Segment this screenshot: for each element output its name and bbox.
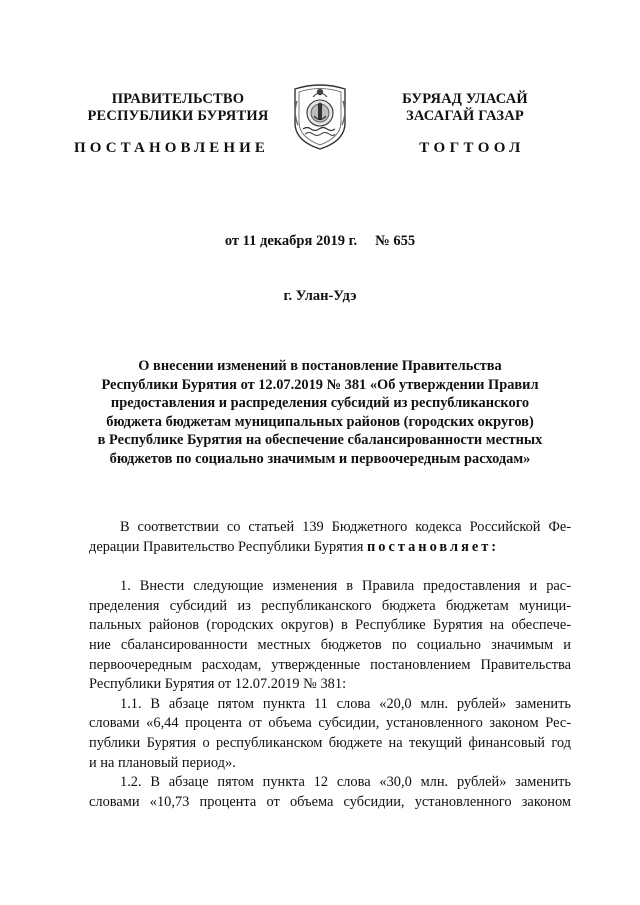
document-type-buryat: ТОГТООЛ — [419, 140, 525, 156]
body-line: 1.1. В абзаце пятом пункта 11 слова «20,0 млн. рублей» заменить — [120, 695, 571, 712]
document-city: г. Улан-Удэ — [283, 288, 357, 304]
item-1-paragraph — [89, 577, 571, 695]
issuer-line-1: ПРАВИТЕЛЬСТВО — [111, 91, 245, 107]
issuer-name-russian — [78, 91, 278, 125]
body-line: 1.2. В абзаце пятом пункта 12 слова «30,0 млн. рублей» заменить — [120, 774, 571, 791]
item-1-2-paragraph — [89, 773, 571, 812]
body-line: ние сбалансированности местных бюджетов по социально значимым и — [89, 636, 571, 653]
preamble-paragraph — [89, 518, 571, 557]
body-line: словами «10,73 процента от объема субсидии, установленного законом — [89, 793, 571, 810]
issuer-line-2: РЕСПУБЛИКИ БУРЯТИЯ — [87, 108, 269, 124]
title-line: О внесении изменений в постановление Правительства — [138, 358, 502, 374]
title-line: бюджета бюджетам муниципальных районов (городских округов) — [106, 413, 534, 430]
body-line: публики Бурятия о республиканском бюджете на текущий финансовый год — [89, 734, 571, 751]
body-line — [89, 538, 571, 558]
issuer-buryat-line-1: БУРЯАД УЛАСАЙ — [402, 91, 528, 107]
resolves-word: постановляет: — [366, 538, 500, 555]
document-type-russian: ПОСТАНОВЛЕНИЕ — [74, 140, 270, 156]
title-line: в Республике Бурятия на обеспечение сбалансированности местных — [97, 432, 543, 449]
issuer-name-buryat — [370, 91, 560, 125]
date-and-number — [0, 233, 640, 250]
body-line: и на плановый период». — [89, 754, 236, 771]
issuer-buryat-line-2: ЗАСАГАЙ ГАЗАР — [406, 108, 524, 124]
title-line: Республики Бурятия от 12.07.2019 № 381 «Об утверждении Правил — [101, 376, 539, 393]
body-line: словами «6,44 процента от объема субсидии, установленного законом Рес- — [89, 715, 571, 732]
body-line: Республики Бурятия от 12.07.2019 № 381: — [89, 676, 347, 693]
coat-of-arms-icon — [291, 79, 349, 151]
item-1-1-paragraph — [89, 695, 571, 773]
title-line: бюджетов по социально значимым и первоочередным расходам» — [109, 450, 531, 467]
document-body — [89, 518, 571, 812]
body-line: В соответствии со статьей 139 Бюджетного кодекса Российской Фе- — [120, 519, 571, 535]
paragraph-gap — [89, 557, 571, 577]
body-line: 1. Внести следующие изменения в Правила предоставления и рас- — [120, 578, 571, 595]
document-number: № 655 — [375, 233, 416, 249]
preamble-text: дерации Правительство Республики Бурятия — [89, 538, 367, 555]
document-title — [70, 357, 570, 469]
title-line: предоставления и распределения субсидий из республиканского — [110, 395, 530, 412]
document-date: от 11 декабря 2019 г. — [224, 233, 358, 249]
body-line: пределения субсидий из республиканского бюджета бюджетам муници- — [89, 597, 571, 614]
body-line: пальных районов (городских округов) в Республике Бурятия на обеспече- — [89, 617, 571, 634]
body-line: первоочередным расходам, утвержденные постановлением Правительства — [89, 656, 571, 673]
